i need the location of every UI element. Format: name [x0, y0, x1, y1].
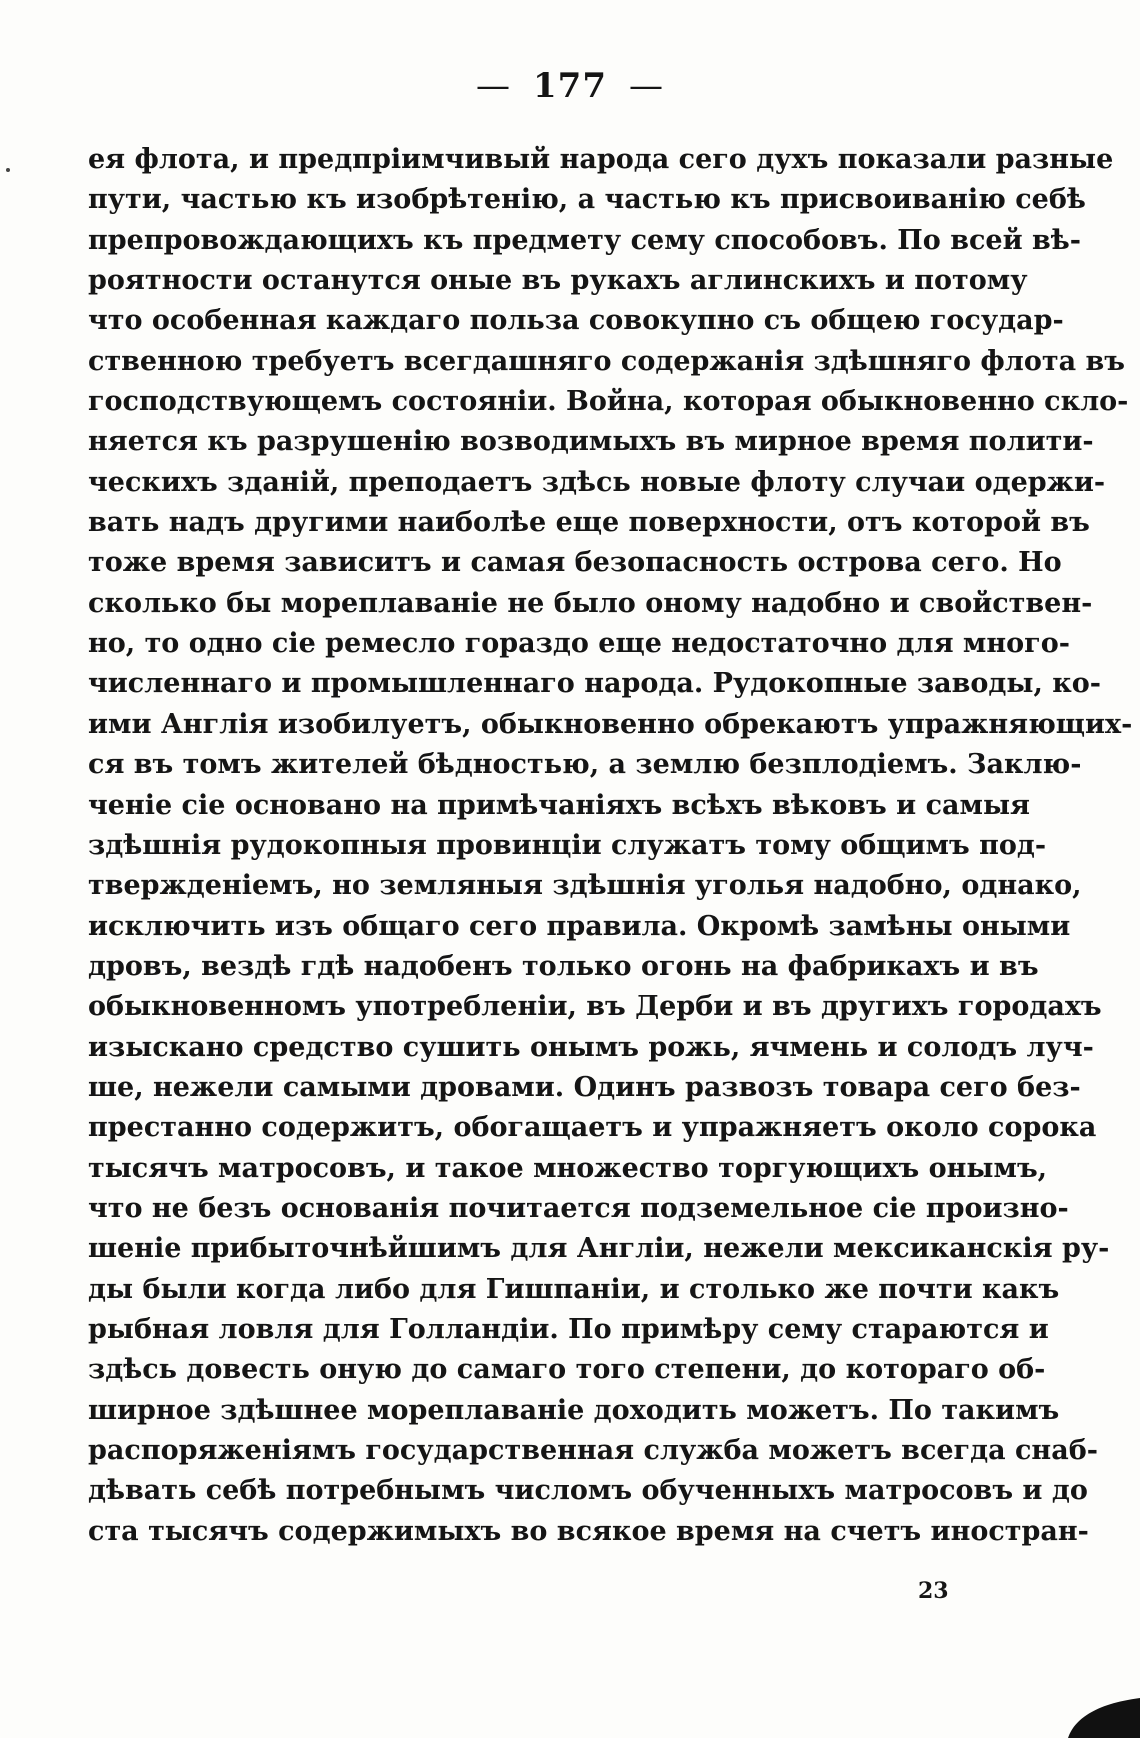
text-line: твержденіемъ, но земляныя здѣшнія уголья надобно, однако,: [88, 870, 1082, 902]
text-line: ственною требуетъ всегдашняго содержанія здѣшняго флота въ: [88, 345, 1125, 377]
text-line: ченіе сіе основано на примѣчаніяхъ всѣхъ вѣковъ и самыя: [88, 789, 1030, 821]
text-line: здѣсь довесть оную до самаго того степени, до котораго об-: [88, 1354, 1046, 1386]
text-line: здѣшнія рудокопныя провинціи служатъ тому общимъ под-: [88, 829, 1047, 861]
text-line: но, то одно сіе ремесло гораздо еще недостаточно для много-: [88, 628, 1070, 660]
text-line: няется къ разрушенію возводимыхъ въ мирное время полити-: [88, 426, 1094, 458]
text-line: что особенная каждаго польза совокупно съ общею государ-: [88, 305, 1064, 337]
text-line: пути, частью къ изобрѣтенію, а частью къ присвоиванію себѣ: [88, 184, 1086, 216]
text-line: престанно содержитъ, обогащаетъ и упражняетъ около сорока: [88, 1112, 1097, 1144]
text-line: ся въ томъ жителей бѣдностью, а землю безплодіемъ. Заклю-: [88, 749, 1082, 781]
text-line: исключить изъ общаго сего правила. Окромѣ замѣны оными: [88, 910, 1071, 942]
text-line: ширное здѣшнее мореплаваніе доходить можетъ. По такимъ: [88, 1394, 1060, 1426]
corner-blot: [1060, 1690, 1140, 1738]
text-line: ея флота, и предпріимчивый народа сего духъ показали разные: [88, 144, 1114, 175]
text-line: препровождающихъ къ предмету сему способовъ. По всей вѣ-: [88, 224, 1081, 256]
text-line: обыкновенномъ употребленіи, въ Дерби и въ другихъ городахъ: [88, 991, 1102, 1023]
body-text: [88, 140, 1133, 1552]
header-dash-right: —: [628, 66, 664, 106]
header-dash-left: —: [476, 66, 511, 106]
text-line: численнаго и промышленнаго народа. Рудокопные заводы, ко-: [88, 668, 1101, 700]
text-line: сколько бы мореплаваніе не было оному надобно и свойствен-: [88, 587, 1093, 619]
text-line: господствующемъ состояніи. Война, которая обыкновенно скло-: [88, 386, 1129, 418]
text-line: дровъ, вездѣ гдѣ надобенъ только огонь на фабрикахъ и въ: [88, 950, 1039, 982]
text-line: дѣвать себѣ потребнымъ числомъ обученныхъ матросовъ и до: [88, 1475, 1088, 1507]
text-line: ими Англія изобилуетъ, обыкновенно обрекаютъ упражняющих-: [88, 708, 1133, 740]
text-line: ше, нежели самыми дровами. Одинъ развозъ товара сего без-: [88, 1071, 1081, 1103]
signature-mark: 23: [918, 1578, 949, 1604]
text-line: ческихъ зданій, преподаетъ здѣсь новые флоту случаи одержи-: [88, 466, 1106, 498]
text-line: шеніе прибыточнѣйшимъ для Англіи, нежели мексиканскія ру-: [88, 1233, 1110, 1265]
text-line: изыскано средство сушить онымъ рожь, ячмень и солодъ луч-: [88, 1031, 1094, 1063]
text-line: рыбная ловля для Голландіи. По примѣру сему стараются и: [88, 1313, 1049, 1345]
thumb-shadow-icon: [1060, 1690, 1140, 1738]
text-line: ста тысячъ содержимыхъ во всякое время на счетъ иностран-: [88, 1515, 1089, 1547]
page-header: [0, 66, 1140, 106]
text-line: что не безъ основанія почитается подземельное сіе произно-: [88, 1192, 1069, 1224]
text-line: вать надъ другими наиболѣе еще поверхности, отъ которой въ: [88, 507, 1090, 539]
text-line: роятности останутся оные въ рукахъ аглинскихъ и потому: [88, 265, 1028, 297]
page-number: 177: [533, 66, 607, 106]
text-line: тоже время зависитъ и самая безопасность острова сего. Но: [88, 547, 1062, 579]
text-line: тысячъ матросовъ, и такое множество торгующихъ онымъ,: [88, 1152, 1048, 1184]
text-line: ды были когда либо для Гишпаніи, и столько же почти какъ: [88, 1273, 1060, 1305]
margin-speck: [6, 168, 10, 172]
text-line: распоряженіямъ государственная служба можетъ всегда снаб-: [88, 1435, 1098, 1466]
